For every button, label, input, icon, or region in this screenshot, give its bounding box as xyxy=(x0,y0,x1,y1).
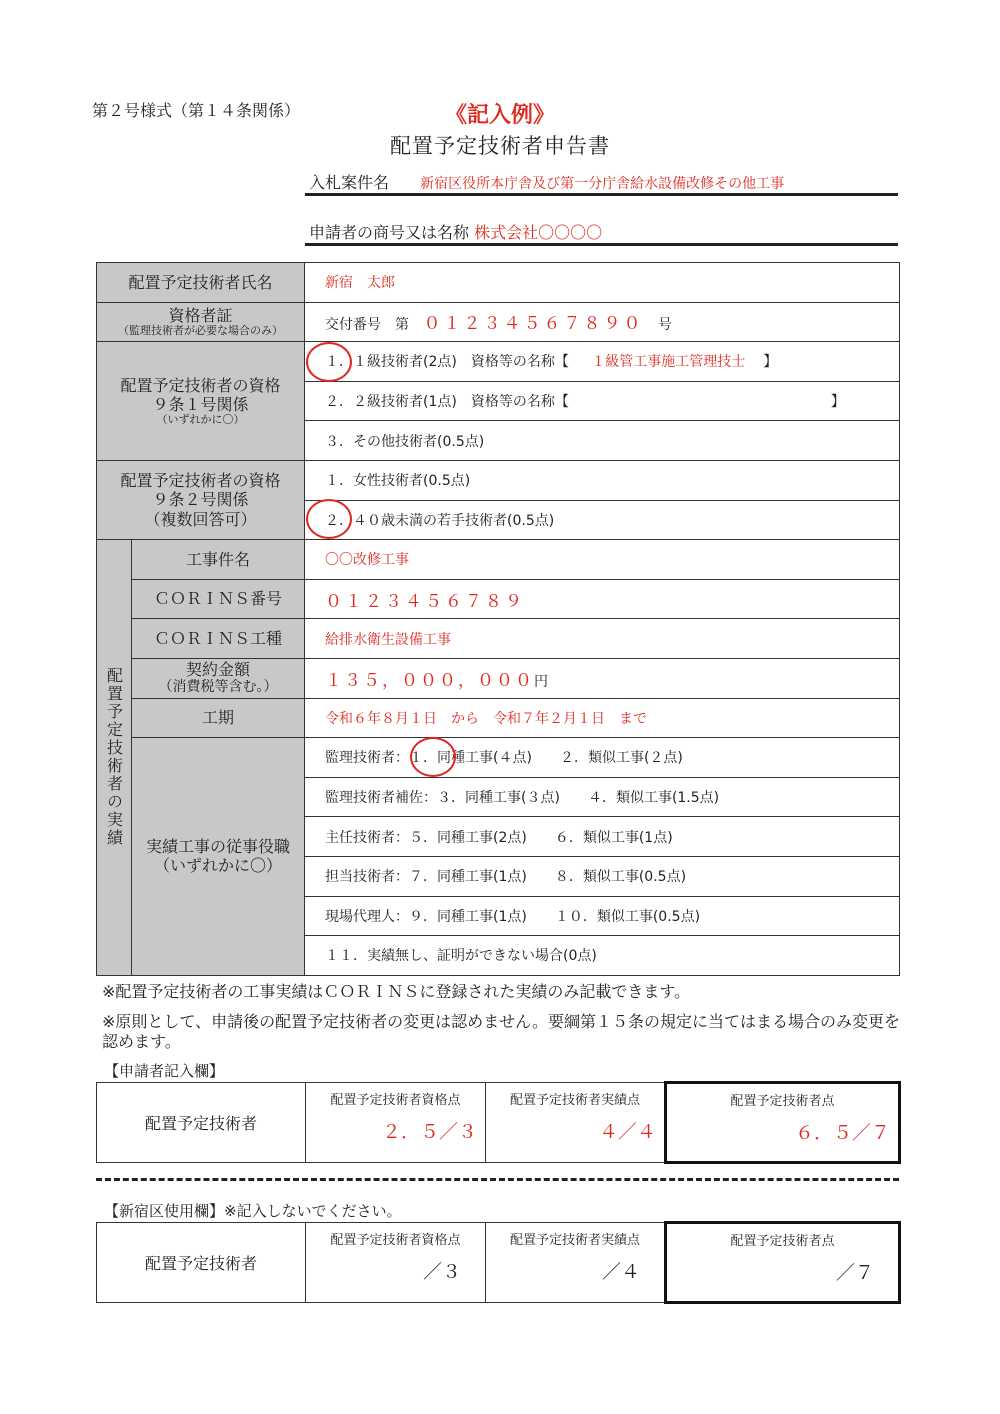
form-number: 第２号様式（第１４条関係） xyxy=(92,101,301,120)
applicant-section-heading: 【申請者記入欄】 xyxy=(104,1062,225,1080)
role-label: 実績工事の従事役職 （いずれかに〇） xyxy=(132,738,305,976)
project-name-value[interactable]: 〇〇改修工事 xyxy=(305,540,900,580)
qual-9-1-option-1[interactable]: １．１級技術者(2点) 資格等の名称【 １級管工事施工管理技士 】 xyxy=(305,342,900,382)
office-record-point-cell: 配置予定技術者実績点 ／４ xyxy=(486,1223,666,1303)
certificate-number-cell[interactable]: 交付番号 第 ０１２３４５６７８９０ 号 xyxy=(305,302,900,342)
applicant-value[interactable]: 株式会社〇〇〇〇 xyxy=(474,223,603,242)
selection-circle-qual-1 xyxy=(306,342,352,382)
qual-9-1-option-3[interactable]: ３．その他技術者(0.5点) xyxy=(305,421,900,461)
applicant-total-point-cell[interactable]: 配置予定技術者点 ６．５／７ xyxy=(666,1083,900,1163)
applicant-score-table xyxy=(96,1081,901,1164)
office-record-point: ／４ xyxy=(601,1261,640,1283)
office-score-table xyxy=(96,1221,901,1304)
role-option-4[interactable]: 担当技術者：７．同種工事(1点) ８．類似工事(0.5点) xyxy=(305,856,900,896)
office-section-heading: 【新宿区使用欄】※記入しないでください。 xyxy=(104,1202,402,1220)
applicant-qual-point-cell[interactable]: 配置予定技術者資格点 ２．５／３ xyxy=(306,1083,486,1163)
period-label: 工期 xyxy=(132,698,305,738)
applicant-line xyxy=(305,220,898,246)
note-change: ※原則として、申請後の配置予定技術者の変更は認めません。要綱第１５条の規定に当てはまる場合のみ変更を認めます。 xyxy=(102,1012,901,1051)
corins-type-value[interactable]: 給排水衛生設備工事 xyxy=(305,619,900,659)
declaration-table xyxy=(96,262,900,976)
applicant-label: 申請者の商号又は名称 xyxy=(309,223,470,242)
corins-type-label: ＣＯＲＩＮＳ工種 xyxy=(132,619,305,659)
contract-amount-value: １３５，０００，０００ xyxy=(325,670,535,691)
page-title: 配置予定技術者申告書 xyxy=(390,134,610,158)
role-option-1[interactable]: 監理技術者：１．同種工事(４点) ２．類似工事(２点) xyxy=(305,738,900,778)
role-option-6[interactable]: １１．実績無し、証明ができない場合(0点) xyxy=(305,936,900,976)
certificate-number: ０１２３４５６７８９０ xyxy=(423,314,644,335)
qual-9-1-option-2[interactable]: ２．２級技術者(1点) 資格等の名称【 】 xyxy=(305,381,900,421)
engineer-name-label: 配置予定技術者氏名 xyxy=(97,263,305,303)
applicant-row-label: 配置予定技術者 xyxy=(97,1083,306,1163)
office-qual-point-cell: 配置予定技術者資格点 ／３ xyxy=(306,1223,486,1303)
selection-circle-young xyxy=(306,499,352,539)
role-option-3[interactable]: 主任技術者：５．同種工事(2点) ６．類似工事(1点) xyxy=(305,817,900,857)
record-side-label: 配置予定技術者の実績 xyxy=(97,540,132,976)
bid-case-line xyxy=(305,170,898,196)
contract-amount-cell[interactable]: １３５，０００，０００円 xyxy=(305,658,900,698)
period-value[interactable]: 令和６年８月１日 から 令和７年２月１日 まで xyxy=(305,698,900,738)
project-name-label: 工事件名 xyxy=(132,540,305,580)
corins-number-value[interactable]: ０１２３４５６７８９ xyxy=(305,579,900,619)
bid-case-label: 入札案件名 xyxy=(309,173,390,192)
applicant-qual-point: ２．５／３ xyxy=(381,1121,477,1143)
applicant-total-point: ６．５／７ xyxy=(794,1122,890,1144)
office-qual-point: ／３ xyxy=(422,1261,461,1283)
bid-case-value[interactable]: 新宿区役所本庁舎及び第一分庁舎給水設備改修その他工事 xyxy=(420,176,785,192)
role-option-5[interactable]: 現場代理人：９．同種工事(1点) １０．類似工事(0.5点) xyxy=(305,896,900,936)
role-option-2[interactable]: 監理技術者補佐：３．同種工事(３点) ４．類似工事(1.5点) xyxy=(305,777,900,817)
office-total-point-cell: 配置予定技術者点 ／７ xyxy=(666,1223,900,1303)
qualification-name-value: １級管工事施工管理技士 xyxy=(591,354,746,371)
qual-9-1-label: 配置予定技術者の資格 ９条１号関係 （いずれかに〇） xyxy=(97,342,305,461)
office-row-label: 配置予定技術者 xyxy=(97,1223,306,1303)
applicant-record-point-cell[interactable]: 配置予定技術者実績点 ４／４ xyxy=(486,1083,666,1163)
applicant-record-point: ４／４ xyxy=(598,1121,656,1143)
qual-9-2-option-1[interactable]: １．女性技術者(0.5点) xyxy=(305,460,900,500)
office-total-point: ／７ xyxy=(835,1262,874,1284)
certificate-label: 資格者証 （監理技術者が必要な場合のみ） xyxy=(97,302,305,342)
note-corins: ※配置予定技術者の工事実績はＣＯＲＩＮＳに登録された実績のみ記載できます。 xyxy=(102,982,691,1001)
contract-amount-label: 契約金額 （消費税等含む。） xyxy=(132,658,305,698)
engineer-name-value[interactable]: 新宿 太郎 xyxy=(305,263,900,303)
selection-circle-role-1 xyxy=(410,737,456,777)
qual-9-2-option-2[interactable]: ２．４０歳未満の若手技術者(0.5点) xyxy=(305,500,900,540)
corins-number-label: ＣＯＲＩＮＳ番号 xyxy=(132,579,305,619)
cut-line xyxy=(96,1178,899,1181)
qual-9-2-label: 配置予定技術者の資格 ９条２号関係 （複数回答可） xyxy=(97,460,305,539)
example-label: 《記入例》 xyxy=(444,103,555,128)
